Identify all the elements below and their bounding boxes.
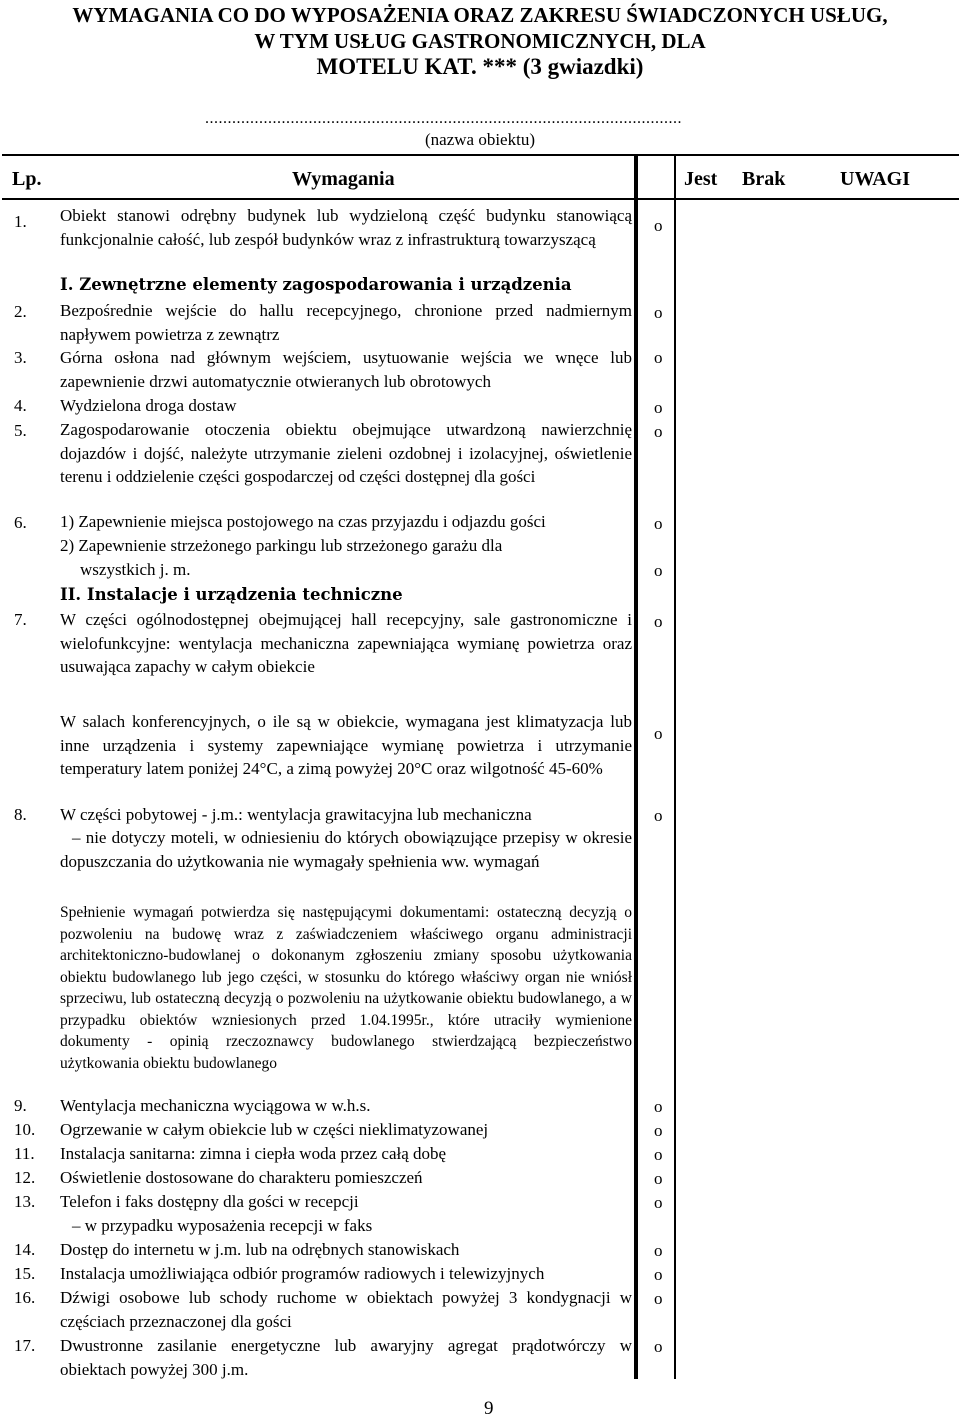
row-mark: o [654, 1145, 663, 1164]
row-text: Bezpośrednie wejście do hallu recepcyjnego, chronione przed nadmiernym napływem powietrza z zewnątrz [60, 301, 632, 344]
row-text: Dźwigi osobowe lub schody ruchome w obiektach powyżej 3 kondygnacji w częściach przeznaczonej dla gości [60, 1288, 632, 1331]
row-text: W części ogólnodostępnej obejmującej hall recepcyjny, sale gastronomiczne i wielofunkcyjne: wentylacja mechaniczna zapewniająca wymianę powietrza oraz usuwająca zapachy w całym obiekcie [60, 610, 632, 676]
row-number: 3. [14, 348, 27, 367]
row-text-line-1: 1) Zapewnienie miejsca postojowego na czas przyjazdu i odjazdu gości [60, 512, 546, 531]
row-number: 6. [14, 513, 27, 532]
row-number: 4. [14, 396, 27, 415]
row-text: Oświetlenie dostosowane do charakteru pomieszczeń [60, 1168, 423, 1187]
column-divider-wymagania [634, 154, 638, 1379]
row-number: 11. [14, 1144, 35, 1163]
row-text: W części pobytowej - j.m.: wentylacja grawitacyjna lub mechaniczna [60, 805, 532, 824]
row-text: Wentylacja mechaniczna wyciągowa w w.h.s. [60, 1096, 371, 1115]
object-name-field: .......................................................................................................... [205, 110, 682, 127]
column-header-jest: Jest [684, 168, 718, 190]
row-mark: o [654, 303, 663, 322]
column-header-brak: Brak [742, 168, 786, 190]
row-text: Instalacja sanitarna: zimna i ciepła woda przez całą dobę [60, 1144, 447, 1163]
column-header-wymagania: Wymagania [292, 168, 395, 190]
row-text-continued: W salach konferencyjnych, o ile są w obiekcie, wymagana jest klimatyzacja lub inne urządzenia i systemy zapewniające wymianę powietrza i utrzymanie temperatury latem poniżej 24°C, a zimą powyżej 20°C oraz wilgotność 45-60% [60, 712, 632, 778]
title-line-2: W TYM USŁUG GASTRONOMICZNYCH, DLA [254, 29, 706, 53]
section-heading: II. Instalacje i urządzenia techniczne [60, 585, 403, 604]
row-text: Ogrzewanie w całym obiekcie lub w części nieklimatyzowanej [60, 1120, 489, 1139]
row-number: 2. [14, 302, 27, 321]
row-text-line-1: Telefon i faks dostępny dla gości w recepcji [60, 1192, 359, 1211]
section-heading: I. Zewnętrzne elementy zagospodarowania i urządzenia [60, 275, 572, 294]
object-name-caption: (nazwa obiektu) [425, 130, 535, 149]
row-mark: o [654, 1337, 663, 1356]
row-mark: o [654, 216, 663, 235]
row-number: 5. [14, 421, 27, 440]
row-number: 17. [14, 1336, 36, 1355]
row-number: 12. [14, 1168, 36, 1187]
row-mark: o [654, 561, 663, 580]
row-text-note: – nie dotyczy moteli, w odniesieniu do których obowiązujące przepisy w okresie dopuszczania do użytkowania nie wymagały spełnienia ww. wymagań [60, 828, 632, 871]
row-text: Dwustronne zasilanie energetyczne lub awaryjny agregat prądotwórczy w obiektach powyżej 300 j.m. [60, 1336, 632, 1379]
row-number: 10. [14, 1120, 36, 1139]
row-number: 7. [14, 610, 27, 629]
row-mark: o [654, 1193, 663, 1212]
row-mark: o [654, 1241, 663, 1260]
row-mark: o [654, 806, 663, 825]
row-number: 15. [14, 1264, 36, 1283]
row-number: 16. [14, 1288, 36, 1307]
row-mark: o [654, 422, 663, 441]
header-bottom-border [2, 198, 959, 200]
column-header-uwagi: UWAGI [840, 168, 911, 190]
row-mark: o [654, 1265, 663, 1284]
row-mark: o [654, 348, 663, 367]
row-mark: o [654, 1289, 663, 1308]
row-text: Obiekt stanowi odrębny budynek lub wydzieloną część budynku stanowiącą funkcjonalnie całość, lub zespół budynków wraz z infrastrukturą towarzyszącą [60, 206, 632, 249]
row-text-line-2: 2) Zapewnienie strzeżonego parkingu lub strzeżonego garażu dla [60, 536, 503, 555]
title-line-3: MOTELU KAT. *** (3 gwiazdki) [316, 54, 644, 79]
row-mark: o [654, 1121, 663, 1140]
row-number: 8. [14, 805, 27, 824]
row-number: 14. [14, 1240, 36, 1259]
row-text-line-3: wszystkich j. m. [80, 560, 191, 579]
document-title [0, 2, 960, 80]
row-text-line-2: – w przypadku wyposażenia recepcji w faks [72, 1216, 373, 1235]
row-text-documents: Spełnienie wymagań potwierdza się następującymi dokumentami: ostateczną decyzją o pozwoleniu na budowę wraz z zaświadczeniem właściwego organu administracji architektoniczno-budowlanej o dokonanym zgłoszeniu zmiany sposobu użytkowania obiektu budowlanego lub jego części, w stosunku do którego właściwy organ nie wniósł sprzeciwu, lub ostateczną decyzją o pozwoleniu na użytkowanie obiektu budowlanego, a w przypadku obiektów wzniesionych przed 1.04.1995r., które utraciły wymienione dokumenty - opinią rzeczoznawcy budowlanego stwierdzającą bezpieczeństwo użytkowania obiektu budowlanego [60, 904, 632, 1072]
page-number: 9 [484, 1398, 494, 1418]
row-mark: o [654, 724, 663, 743]
row-text: Zagospodarowanie otoczenia obiektu obejmujące utwardzoną nawierzchnię dojazdów i dojść, należyte utrzymanie zieleni ozdobnej i izolacyjnej, oświetlenie terenu i oddzielenie części gospodarczej od części dostępnej dla gości [60, 420, 632, 486]
row-text: Dostęp do internetu w j.m. lub na odrębnych stanowiskach [60, 1240, 460, 1259]
row-mark: o [654, 1097, 663, 1116]
row-text: Wydzielona droga dostaw [60, 396, 237, 415]
column-divider-jest [674, 154, 676, 1379]
row-mark: o [654, 1169, 663, 1188]
row-mark: o [654, 398, 663, 417]
row-text: Górna osłona nad głównym wejściem, usytuowanie wejścia we wnęce lub zapewnienie drzwi automatycznie otwieranych lub obrotowych [60, 348, 632, 391]
row-number: 9. [14, 1096, 27, 1115]
row-number: 13. [14, 1192, 36, 1211]
row-mark: o [654, 612, 663, 631]
row-mark: o [654, 514, 663, 533]
table-top-border [2, 154, 959, 156]
title-line-1: WYMAGANIA CO DO WYPOSAŻENIA ORAZ ZAKRESU ŚWIADCZONYCH USŁUG, [72, 3, 888, 27]
row-text: Instalacja umożliwiająca odbiór programów radiowych i telewizyjnych [60, 1264, 545, 1283]
column-header-lp: Lp. [12, 168, 42, 190]
row-number: 1. [14, 212, 27, 231]
